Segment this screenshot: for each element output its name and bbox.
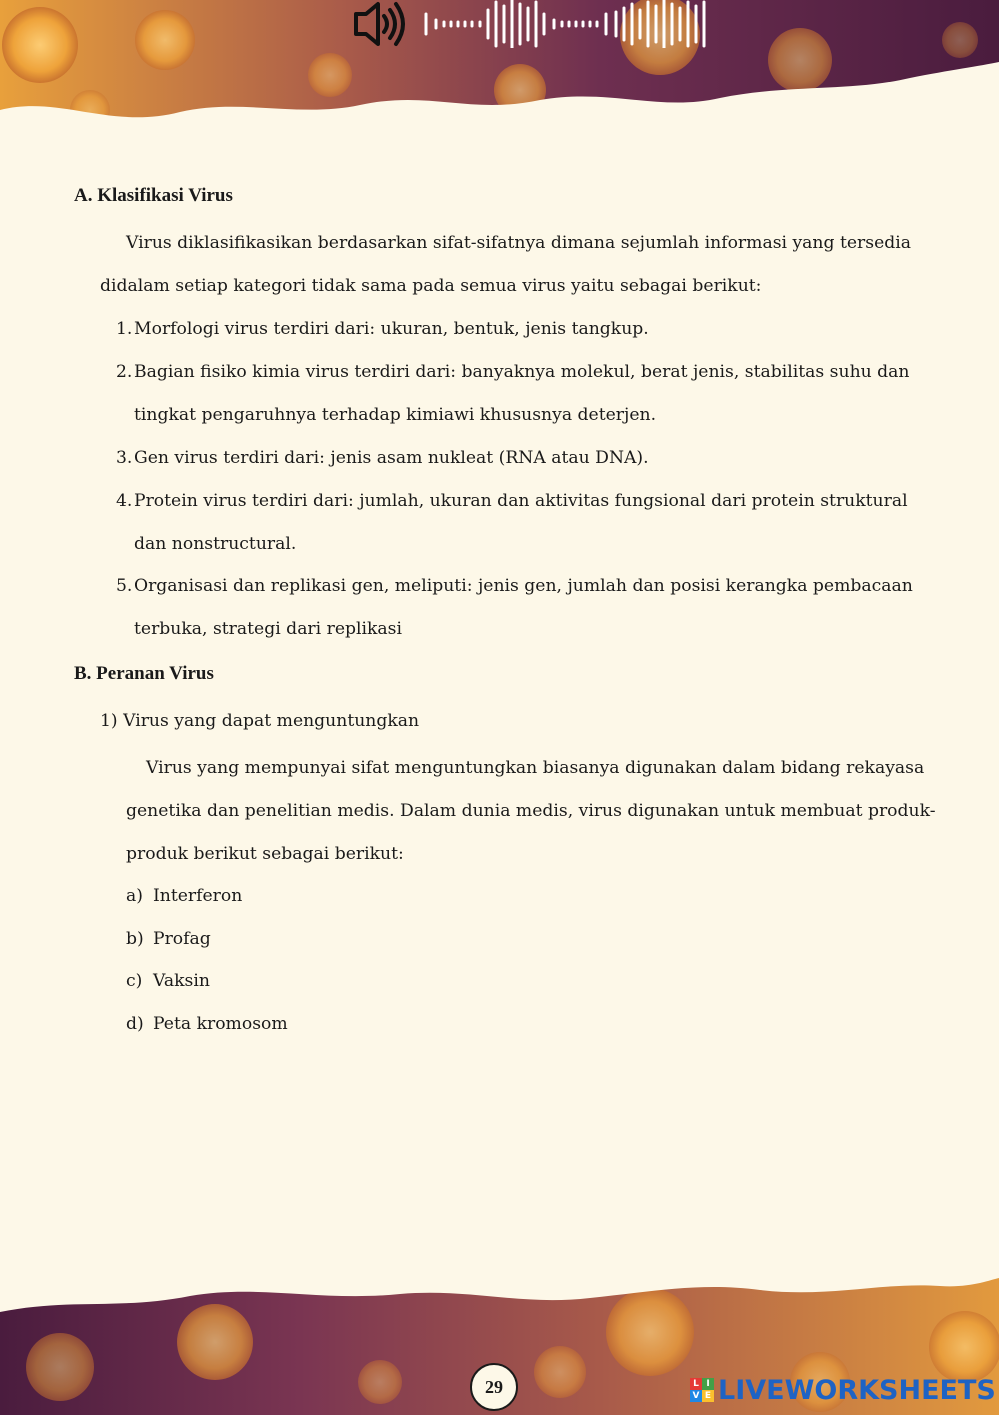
subheading: 1) Virus yang dapat menguntungkan [100,711,420,731]
list-letter: b) [126,929,144,949]
intro-line: Virus diklasifikasikan berdasarkan sifat-sifatnya dimana sejumlah informasi yang tersedia [126,233,912,253]
list-item-text: tingkat pengaruhnya terhadap kimiawi khususnya deterjen. [134,405,657,425]
brand-name: LIVEWORKSHEETS [718,1374,996,1406]
list-number: 2. [116,362,133,382]
paragraph-line: produk berikut sebagai berikut: [126,844,404,864]
section-heading-klasifikasi: A. Klasifikasi Virus [74,185,233,206]
speaker-volume-icon[interactable] [356,4,403,44]
list-item-text: Protein virus terdiri dari: jumlah, ukuran dan aktivitas fungsional dari protein struktural [134,491,908,511]
list-letter: a) [126,886,143,906]
list-item-text: Gen virus terdiri dari: jenis asam nukleat (RNA atau DNA). [134,448,649,468]
waveform [426,0,704,48]
paragraph-line: genetika dan penelitian medis. Dalam dunia medis, virus digunakan untuk membuat produk- [126,801,936,821]
list-number: 4. [116,491,133,511]
list-item-text: Bagian fisiko kimia virus terdiri dari: banyaknya molekul, berat jenis, stabilitas suhu dan [134,362,910,382]
list-number: 3. [116,448,133,468]
section-heading-peranan: B. Peranan Virus [74,663,214,684]
list-item-text: dan nonstructural. [134,534,297,554]
list-item: Vaksin [153,971,210,991]
list-letter: c) [126,971,143,991]
list-number: 1. [116,319,133,339]
liveworksheets-logo-icon: L I V E [690,1378,714,1402]
list-item-text: Organisasi dan replikasi gen, meliputi: jenis gen, jumlah dan posisi kerangka pembacaan [134,576,913,596]
intro-line: didalam setiap kategori tidak sama pada semua virus yaitu sebagai berikut: [100,276,762,296]
page-number: 29 [470,1363,518,1411]
liveworksheets-brand[interactable] [690,1374,996,1406]
list-letter: d) [126,1014,144,1034]
list-item: Profag [153,929,211,949]
paragraph-line: Virus yang mempunyai sifat menguntungkan biasanya digunakan dalam bidang rekayasa [146,758,925,778]
list-item-text: Morfologi virus terdiri dari: ukuran, bentuk, jenis tangkup. [134,319,649,339]
list-item: Interferon [153,886,243,906]
list-item-text: terbuka, strategi dari replikasi [134,619,402,639]
list-item: Peta kromosom [153,1014,288,1034]
list-number: 5. [116,576,133,596]
audio-player[interactable] [350,0,712,48]
